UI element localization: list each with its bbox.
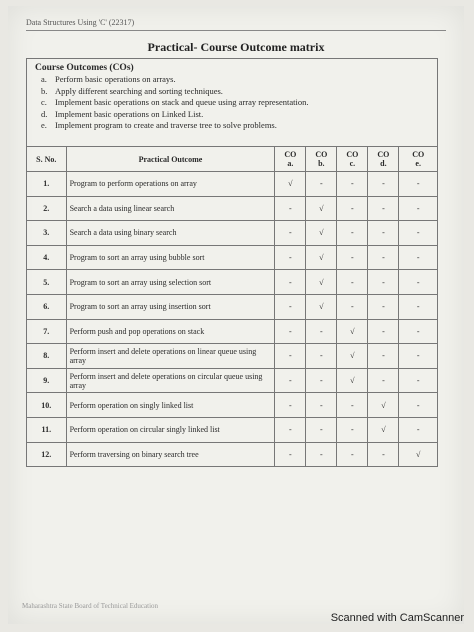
co-d-mark: - <box>368 172 399 197</box>
header-divider <box>26 30 446 31</box>
table-row <box>27 368 438 393</box>
co-b-mark: - <box>306 344 337 369</box>
header-co-e: CO e. <box>399 147 438 172</box>
co-a-mark: - <box>275 196 306 221</box>
row-sno: 10. <box>27 393 67 418</box>
co-c-mark: √ <box>337 319 368 344</box>
row-sno: 6. <box>27 294 67 319</box>
co-a-mark: - <box>275 245 306 270</box>
row-outcome: Program to sort an array using selection sort <box>66 270 275 295</box>
co-b-mark: √ <box>306 294 337 319</box>
co-d-mark: - <box>368 368 399 393</box>
co-a-mark: - <box>275 294 306 319</box>
co-e-mark: - <box>399 270 438 295</box>
co-c-mark: √ <box>337 368 368 393</box>
co-a-mark: - <box>275 270 306 295</box>
co-e-mark: - <box>399 344 438 369</box>
co-e-mark: - <box>399 221 438 246</box>
running-header: Data Structures Using 'C' (22317) <box>26 18 135 27</box>
row-sno: 8. <box>27 344 67 369</box>
co-b-mark: - <box>306 368 337 393</box>
co-d-mark: √ <box>368 393 399 418</box>
course-outcome-matrix-table <box>26 146 438 467</box>
table-row <box>27 344 438 369</box>
header-co-b: CO b. <box>306 147 337 172</box>
co-c-mark: - <box>337 196 368 221</box>
course-outcome-item: d. Implement basic operations on Linked List. <box>41 108 204 119</box>
row-sno: 12. <box>27 442 67 467</box>
table-row <box>27 172 438 197</box>
co-e-mark: - <box>399 393 438 418</box>
co-d-mark: - <box>368 294 399 319</box>
co-b-mark: √ <box>306 270 337 295</box>
co-a-mark: - <box>275 344 306 369</box>
document-page <box>8 6 464 624</box>
co-e-mark: - <box>399 196 438 221</box>
co-a-mark: - <box>275 442 306 467</box>
header-practical-outcome: Practical Outcome <box>66 147 275 172</box>
co-e-mark: - <box>399 417 438 442</box>
course-outcome-item: a. Perform basic operations on arrays. <box>41 74 176 84</box>
co-b-mark: √ <box>306 196 337 221</box>
co-e-mark: - <box>399 368 438 393</box>
table-row <box>27 221 438 246</box>
co-b-mark: - <box>306 442 337 467</box>
co-b-mark: - <box>306 393 337 418</box>
co-c-mark: - <box>337 270 368 295</box>
table-row <box>27 417 438 442</box>
co-d-mark: - <box>368 196 399 221</box>
header-sno: S. No. <box>27 147 67 172</box>
row-outcome: Perform operation on singly linked list <box>66 393 275 418</box>
co-c-mark: - <box>337 294 368 319</box>
co-b-mark: - <box>306 319 337 344</box>
co-a-mark: - <box>275 393 306 418</box>
row-outcome: Perform insert and delete operations on circular queue using array <box>66 368 275 393</box>
page-footer: Maharashtra State Board of Technical Education <box>22 602 159 610</box>
row-outcome: Program to sort an array using bubble sort <box>66 245 275 270</box>
course-outcomes-box <box>26 58 438 146</box>
table-header-row <box>27 147 438 172</box>
co-c-mark: - <box>337 245 368 270</box>
course-outcome-item: b. Apply different searching and sorting techniques. <box>41 85 223 96</box>
row-outcome: Perform traversing on binary search tree <box>66 442 275 467</box>
row-sno: 3. <box>27 221 67 246</box>
row-sno: 9. <box>27 368 67 393</box>
co-c-mark: √ <box>337 344 368 369</box>
co-a-mark: - <box>275 221 306 246</box>
co-e-mark: - <box>399 294 438 319</box>
header-co-a: CO a. <box>275 147 306 172</box>
row-sno: 5. <box>27 270 67 295</box>
row-sno: 4. <box>27 245 67 270</box>
co-b-mark: - <box>306 172 337 197</box>
co-c-mark: - <box>337 393 368 418</box>
co-a-mark: - <box>275 368 306 393</box>
course-outcomes-heading: Course Outcomes (COs) <box>35 63 134 73</box>
row-outcome: Perform insert and delete operations on linear queue using array <box>66 344 275 369</box>
co-e-mark: √ <box>399 442 438 467</box>
table-row <box>27 270 438 295</box>
table-row <box>27 294 438 319</box>
row-outcome: Search a data using linear search <box>66 196 275 221</box>
row-sno: 7. <box>27 319 67 344</box>
row-outcome: Program to sort an array using insertion sort <box>66 294 275 319</box>
row-outcome: Perform operation on circular singly linked list <box>66 417 275 442</box>
header-co-c: CO c. <box>337 147 368 172</box>
table-row <box>27 393 438 418</box>
co-d-mark: - <box>368 245 399 270</box>
co-c-mark: - <box>337 221 368 246</box>
row-sno: 11. <box>27 417 67 442</box>
co-c-mark: - <box>337 172 368 197</box>
co-d-mark: - <box>368 270 399 295</box>
table-row <box>27 442 438 467</box>
co-c-mark: - <box>337 417 368 442</box>
course-outcome-item: c. Implement basic operations on stack and queue using array representation. <box>41 97 309 107</box>
row-outcome: Search a data using binary search <box>66 221 275 246</box>
header-co-d: CO d. <box>368 147 399 172</box>
co-d-mark: - <box>368 442 399 467</box>
co-d-mark: - <box>368 221 399 246</box>
co-e-mark: - <box>399 172 438 197</box>
page-title: Practical- Course Outcome matrix <box>147 40 325 54</box>
course-outcome-item: e. Implement program to create and traverse tree to solve problems. <box>41 120 277 130</box>
table-row <box>27 319 438 344</box>
co-e-mark: - <box>399 319 438 344</box>
co-a-mark: - <box>275 417 306 442</box>
co-b-mark: √ <box>306 221 337 246</box>
co-b-mark: √ <box>306 245 337 270</box>
co-b-mark: - <box>306 417 337 442</box>
row-sno: 2. <box>27 196 67 221</box>
row-outcome: Program to perform operations on array <box>66 172 275 197</box>
row-outcome: Perform push and pop operations on stack <box>66 319 275 344</box>
co-d-mark: - <box>368 344 399 369</box>
row-sno: 1. <box>27 172 67 197</box>
scanner-watermark: Scanned with CamScanner <box>330 612 464 624</box>
co-c-mark: - <box>337 442 368 467</box>
co-d-mark: - <box>368 319 399 344</box>
co-d-mark: √ <box>368 417 399 442</box>
table-row <box>27 245 438 270</box>
co-a-mark: √ <box>275 172 306 197</box>
table-row <box>27 196 438 221</box>
co-e-mark: - <box>399 245 438 270</box>
co-a-mark: - <box>275 319 306 344</box>
